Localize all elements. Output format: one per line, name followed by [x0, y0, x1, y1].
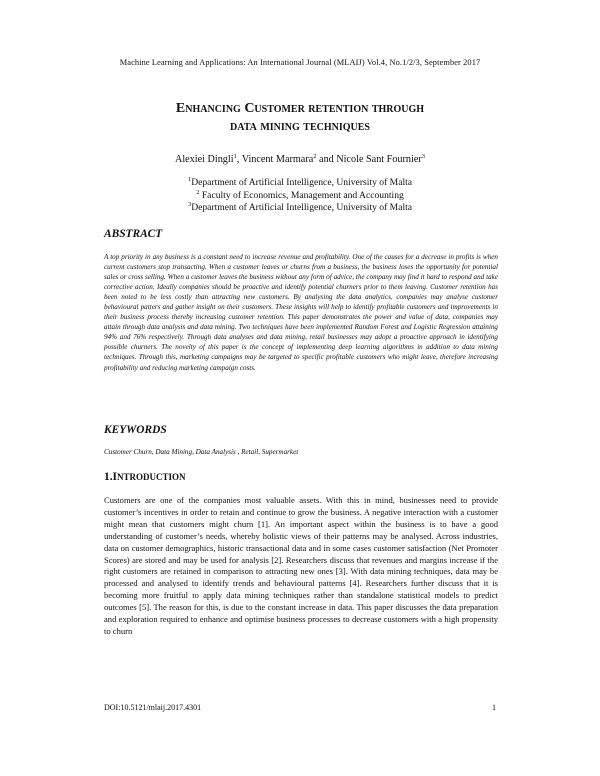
author-affiliation-mark: 3 [421, 153, 426, 160]
abstract-body: A top priority in any business is a constant need to increase revenue and profitability. One of the causes for a decrease in profits is when current customers stop transacting. When a customer leaves or churns from a business, the business loses the opportunity for potential sales or cross selling. When a customer leaves the business without any form of advice, the company may find it hard to respond and take corrective action. Ideally companies should be proactive and identify potential churners prior to them leaving. Customer retention has been noted to be less costly than attracting new customers. By analysing the data analytics, companies may analyse customer behavioural patters and gather insight on their customers. These insights will help to identify profitable customers and improvements in their business process thereby increasing customer retention. This paper demonstrates the power and value of data, companies may attain through data analysis and data mining. Two techniques have been implemented Random Forest and Logistic Regression attaining 94% and 76% respectively. Through data analyses and data mining, retail businesses may adopt a proactive approach in identifying possible churners. The novelty of this paper is the concept of implementing deep learning algorithms in addition to data mining techniques. Through this, marketing campaigns may be targeted to specific profitable customers who might leave, therefore increasing profitability and reducing marketing campaign costs. [104, 253, 498, 372]
keywords-body: Customer Churn, Data Mining, Data Analysis , Retail, Supermarket [104, 448, 299, 456]
abstract-heading: ABSTRACT [104, 228, 163, 240]
section-title-initial: I [112, 471, 117, 483]
affiliation-text: Faculty of Economics, Management and Accounting [201, 189, 404, 201]
affiliation-mark: 3 [187, 201, 192, 208]
introduction-body: Customers are one of the companies most valuable assets. With this in mind, businesses need to provide customer’s incentives in order to retain and continue to grow the business. A negative interaction with a customer might mean that customers might churn [1]. An important aspect within the business is to have a good understanding of customer’s needs, whereby holistic views of their patterns may be analysed. Across industries, data on customer demographics, historic transactional data and in some cases customer satisfaction (Net Promoter Scores) are stored and may be used for analysis [2]. Researchers discuss that revenues and margins increase if the right customers are retained in comparison to attracting new ones [3]. With data mining techniques, data may be processed and analysed to identify trends and behavioural patterns [4]. Researchers further discuss that it is becoming more fruitful to apply data mining techniques rather than standalone statistical models to predict outcomes [5]. The reason for this, is due to the constant increase in data. This paper discusses the data preparation and exploration required to enhance and optimise business processes to decrease customers with a high propensity to churn [104, 495, 498, 636]
author-list [60, 154, 540, 165]
affiliation-mark: 2 [196, 188, 200, 196]
affiliation-text: Department of Artificial Intelligence, University of Malta [191, 177, 413, 188]
affiliation [60, 190, 540, 203]
keywords-heading: KEYWORDS [104, 424, 167, 436]
author-separator: , [236, 154, 242, 165]
page-number: 1 [492, 703, 496, 712]
section-title-rest: NTRODUCTION [116, 472, 186, 482]
author-separator: and [316, 154, 337, 165]
author-affiliation-mark: 2 [313, 153, 317, 160]
title-line-1: Enhancing Customer retention through [175, 101, 425, 116]
author-affiliation-mark: 1 [233, 153, 237, 160]
affiliation-text: Department of Artificial Intelligence, University of Malta [191, 202, 413, 213]
affiliation-mark: 1 [187, 176, 192, 183]
title-line-2: data mining techniques [230, 119, 370, 134]
affiliation [60, 177, 540, 190]
author-name: Nicole Sant Fournier [336, 154, 422, 165]
running-head: Machine Learning and Applications: An International Journal (MLAIJ) Vol.4, No.1/2/3, September 2017 [119, 58, 481, 67]
author-name: Alexiei Dingli [174, 154, 234, 165]
doi-footer: DOI:10.5121/mlaij.2017.4301 [104, 703, 202, 712]
section-number: 1. [104, 471, 113, 483]
affiliation [60, 202, 540, 215]
introduction-heading [104, 471, 186, 483]
author-name: Vincent Marmara [241, 154, 314, 165]
affiliation-list [60, 177, 540, 215]
paper-title [60, 100, 540, 136]
